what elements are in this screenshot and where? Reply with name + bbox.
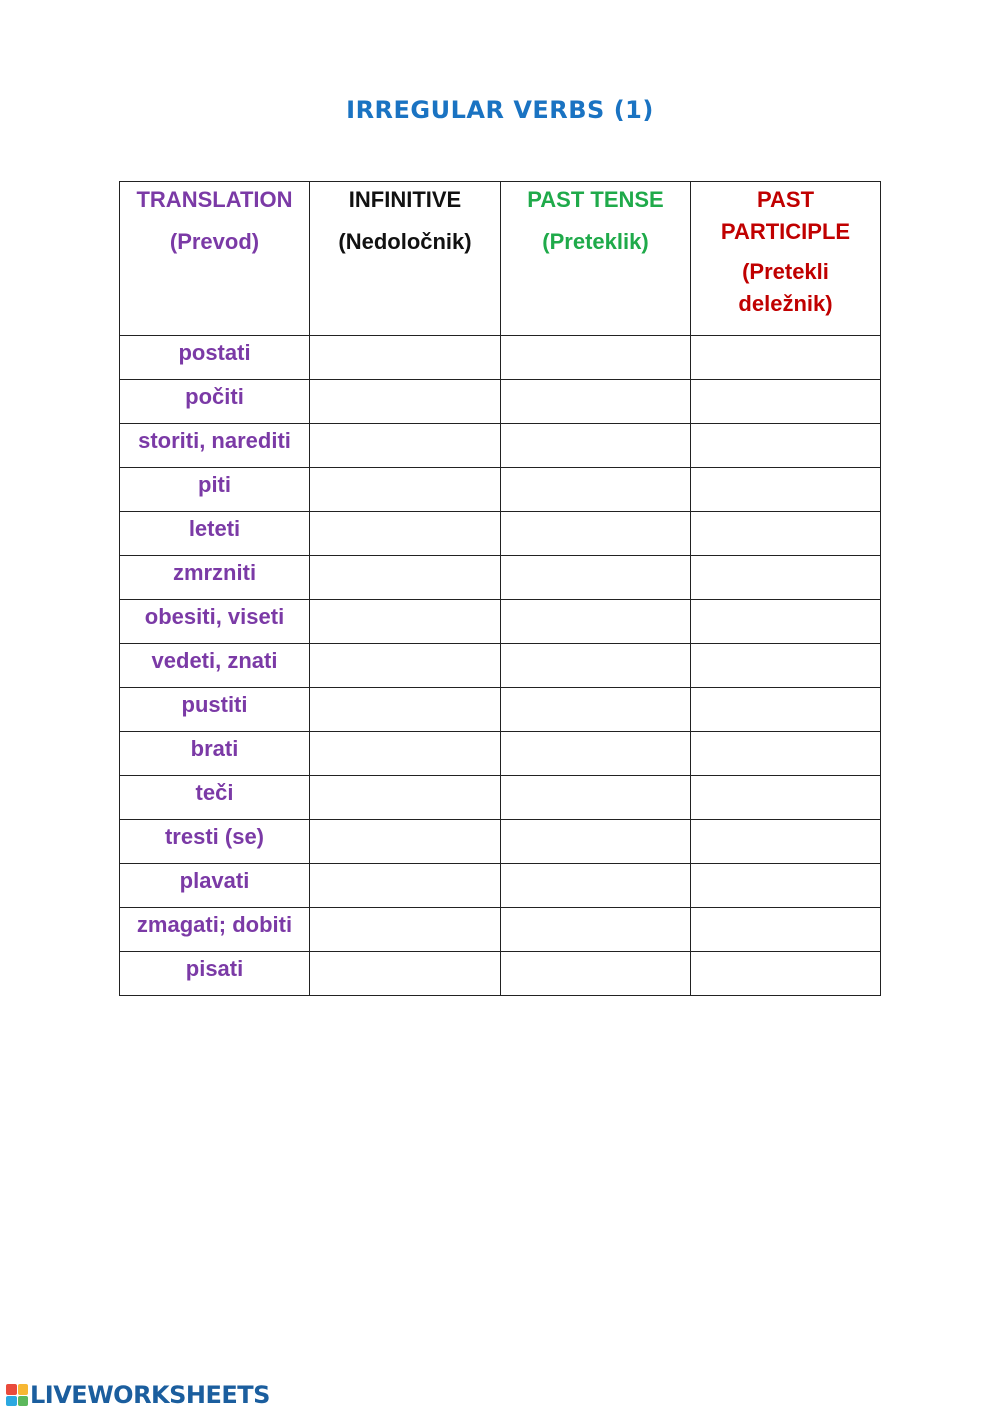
liveworksheets-logo-icon — [6, 1384, 28, 1406]
table-row — [120, 644, 881, 688]
past-participle-answer-cell[interactable] — [691, 864, 881, 908]
past-tense-answer-cell[interactable] — [501, 776, 691, 820]
infinitive-answer-cell[interactable] — [310, 644, 501, 688]
table-row — [120, 468, 881, 512]
past-participle-answer-cell[interactable] — [691, 380, 881, 424]
table-row — [120, 512, 881, 556]
table-header-row — [120, 182, 881, 336]
translation-cell: teči — [120, 776, 310, 820]
table-row — [120, 424, 881, 468]
past-participle-answer-cell[interactable] — [691, 908, 881, 952]
past-participle-answer-cell[interactable] — [691, 600, 881, 644]
header-past-tense-sublabel: (Preteklik) — [542, 229, 649, 254]
header-past-participle — [691, 182, 881, 336]
past-tense-answer-cell[interactable] — [501, 908, 691, 952]
header-translation — [120, 182, 310, 336]
past-participle-answer-cell[interactable] — [691, 952, 881, 996]
infinitive-answer-cell[interactable] — [310, 908, 501, 952]
translation-cell: zmrzniti — [120, 556, 310, 600]
past-tense-answer-cell[interactable] — [501, 952, 691, 996]
translation-cell: tresti (se) — [120, 820, 310, 864]
infinitive-answer-cell[interactable] — [310, 556, 501, 600]
past-participle-answer-cell[interactable] — [691, 776, 881, 820]
past-tense-answer-cell[interactable] — [501, 644, 691, 688]
header-past-participle-sublabel: (Pretekli deležnik) — [738, 259, 833, 316]
infinitive-answer-cell[interactable] — [310, 776, 501, 820]
past-tense-answer-cell[interactable] — [501, 688, 691, 732]
past-participle-answer-cell[interactable] — [691, 468, 881, 512]
translation-cell: storiti, narediti — [120, 424, 310, 468]
past-tense-answer-cell[interactable] — [501, 380, 691, 424]
past-participle-answer-cell[interactable] — [691, 820, 881, 864]
infinitive-answer-cell[interactable] — [310, 952, 501, 996]
past-tense-answer-cell[interactable] — [501, 600, 691, 644]
table-row — [120, 600, 881, 644]
past-tense-answer-cell[interactable] — [501, 732, 691, 776]
header-past-participle-label: PAST PARTICIPLE — [720, 187, 851, 244]
past-tense-answer-cell[interactable] — [501, 864, 691, 908]
table-row — [120, 820, 881, 864]
past-participle-answer-cell[interactable] — [691, 424, 881, 468]
infinitive-answer-cell[interactable] — [310, 688, 501, 732]
header-translation-sublabel: (Prevod) — [169, 229, 260, 254]
translation-cell: postati — [120, 336, 310, 380]
translation-cell: obesiti, viseti — [120, 600, 310, 644]
infinitive-answer-cell[interactable] — [310, 424, 501, 468]
header-past-tense — [501, 182, 691, 336]
table-row — [120, 688, 881, 732]
past-tense-answer-cell[interactable] — [501, 468, 691, 512]
header-past-tense-label: PAST TENSE — [527, 187, 664, 212]
table-row — [120, 336, 881, 380]
table-row — [120, 556, 881, 600]
past-tense-answer-cell[interactable] — [501, 512, 691, 556]
infinitive-answer-cell[interactable] — [310, 468, 501, 512]
translation-cell: pustiti — [120, 688, 310, 732]
past-tense-answer-cell[interactable] — [501, 556, 691, 600]
header-infinitive-sublabel: (Nedoločnik) — [338, 229, 472, 254]
translation-cell: vedeti, znati — [120, 644, 310, 688]
past-tense-answer-cell[interactable] — [501, 820, 691, 864]
table-row — [120, 864, 881, 908]
past-participle-answer-cell[interactable] — [691, 512, 881, 556]
translation-cell: brati — [120, 732, 310, 776]
translation-cell: piti — [120, 468, 310, 512]
translation-cell: počiti — [120, 380, 310, 424]
past-tense-answer-cell[interactable] — [501, 336, 691, 380]
table-body — [120, 336, 881, 996]
table-row — [120, 776, 881, 820]
infinitive-answer-cell[interactable] — [310, 336, 501, 380]
liveworksheets-logo — [6, 1382, 270, 1408]
header-infinitive — [310, 182, 501, 336]
infinitive-answer-cell[interactable] — [310, 864, 501, 908]
past-participle-answer-cell[interactable] — [691, 688, 881, 732]
past-participle-answer-cell[interactable] — [691, 732, 881, 776]
translation-cell: leteti — [120, 512, 310, 556]
infinitive-answer-cell[interactable] — [310, 820, 501, 864]
logo-text: LIVEWORKSHEETS — [30, 1381, 270, 1409]
translation-cell: zmagati; dobiti — [120, 908, 310, 952]
translation-cell: pisati — [120, 952, 310, 996]
header-infinitive-label: INFINITIVE — [348, 187, 462, 212]
past-participle-answer-cell[interactable] — [691, 336, 881, 380]
infinitive-answer-cell[interactable] — [310, 380, 501, 424]
past-tense-answer-cell[interactable] — [501, 424, 691, 468]
verbs-table — [119, 181, 881, 996]
past-participle-answer-cell[interactable] — [691, 644, 881, 688]
table-row — [120, 732, 881, 776]
header-translation-label: TRANSLATION — [136, 187, 293, 212]
infinitive-answer-cell[interactable] — [310, 600, 501, 644]
infinitive-answer-cell[interactable] — [310, 732, 501, 776]
worksheet-title: IRREGULAR VERBS (1) — [346, 96, 654, 124]
table-row — [120, 380, 881, 424]
past-participle-answer-cell[interactable] — [691, 556, 881, 600]
translation-cell: plavati — [120, 864, 310, 908]
infinitive-answer-cell[interactable] — [310, 512, 501, 556]
table-row — [120, 908, 881, 952]
table-row — [120, 952, 881, 996]
